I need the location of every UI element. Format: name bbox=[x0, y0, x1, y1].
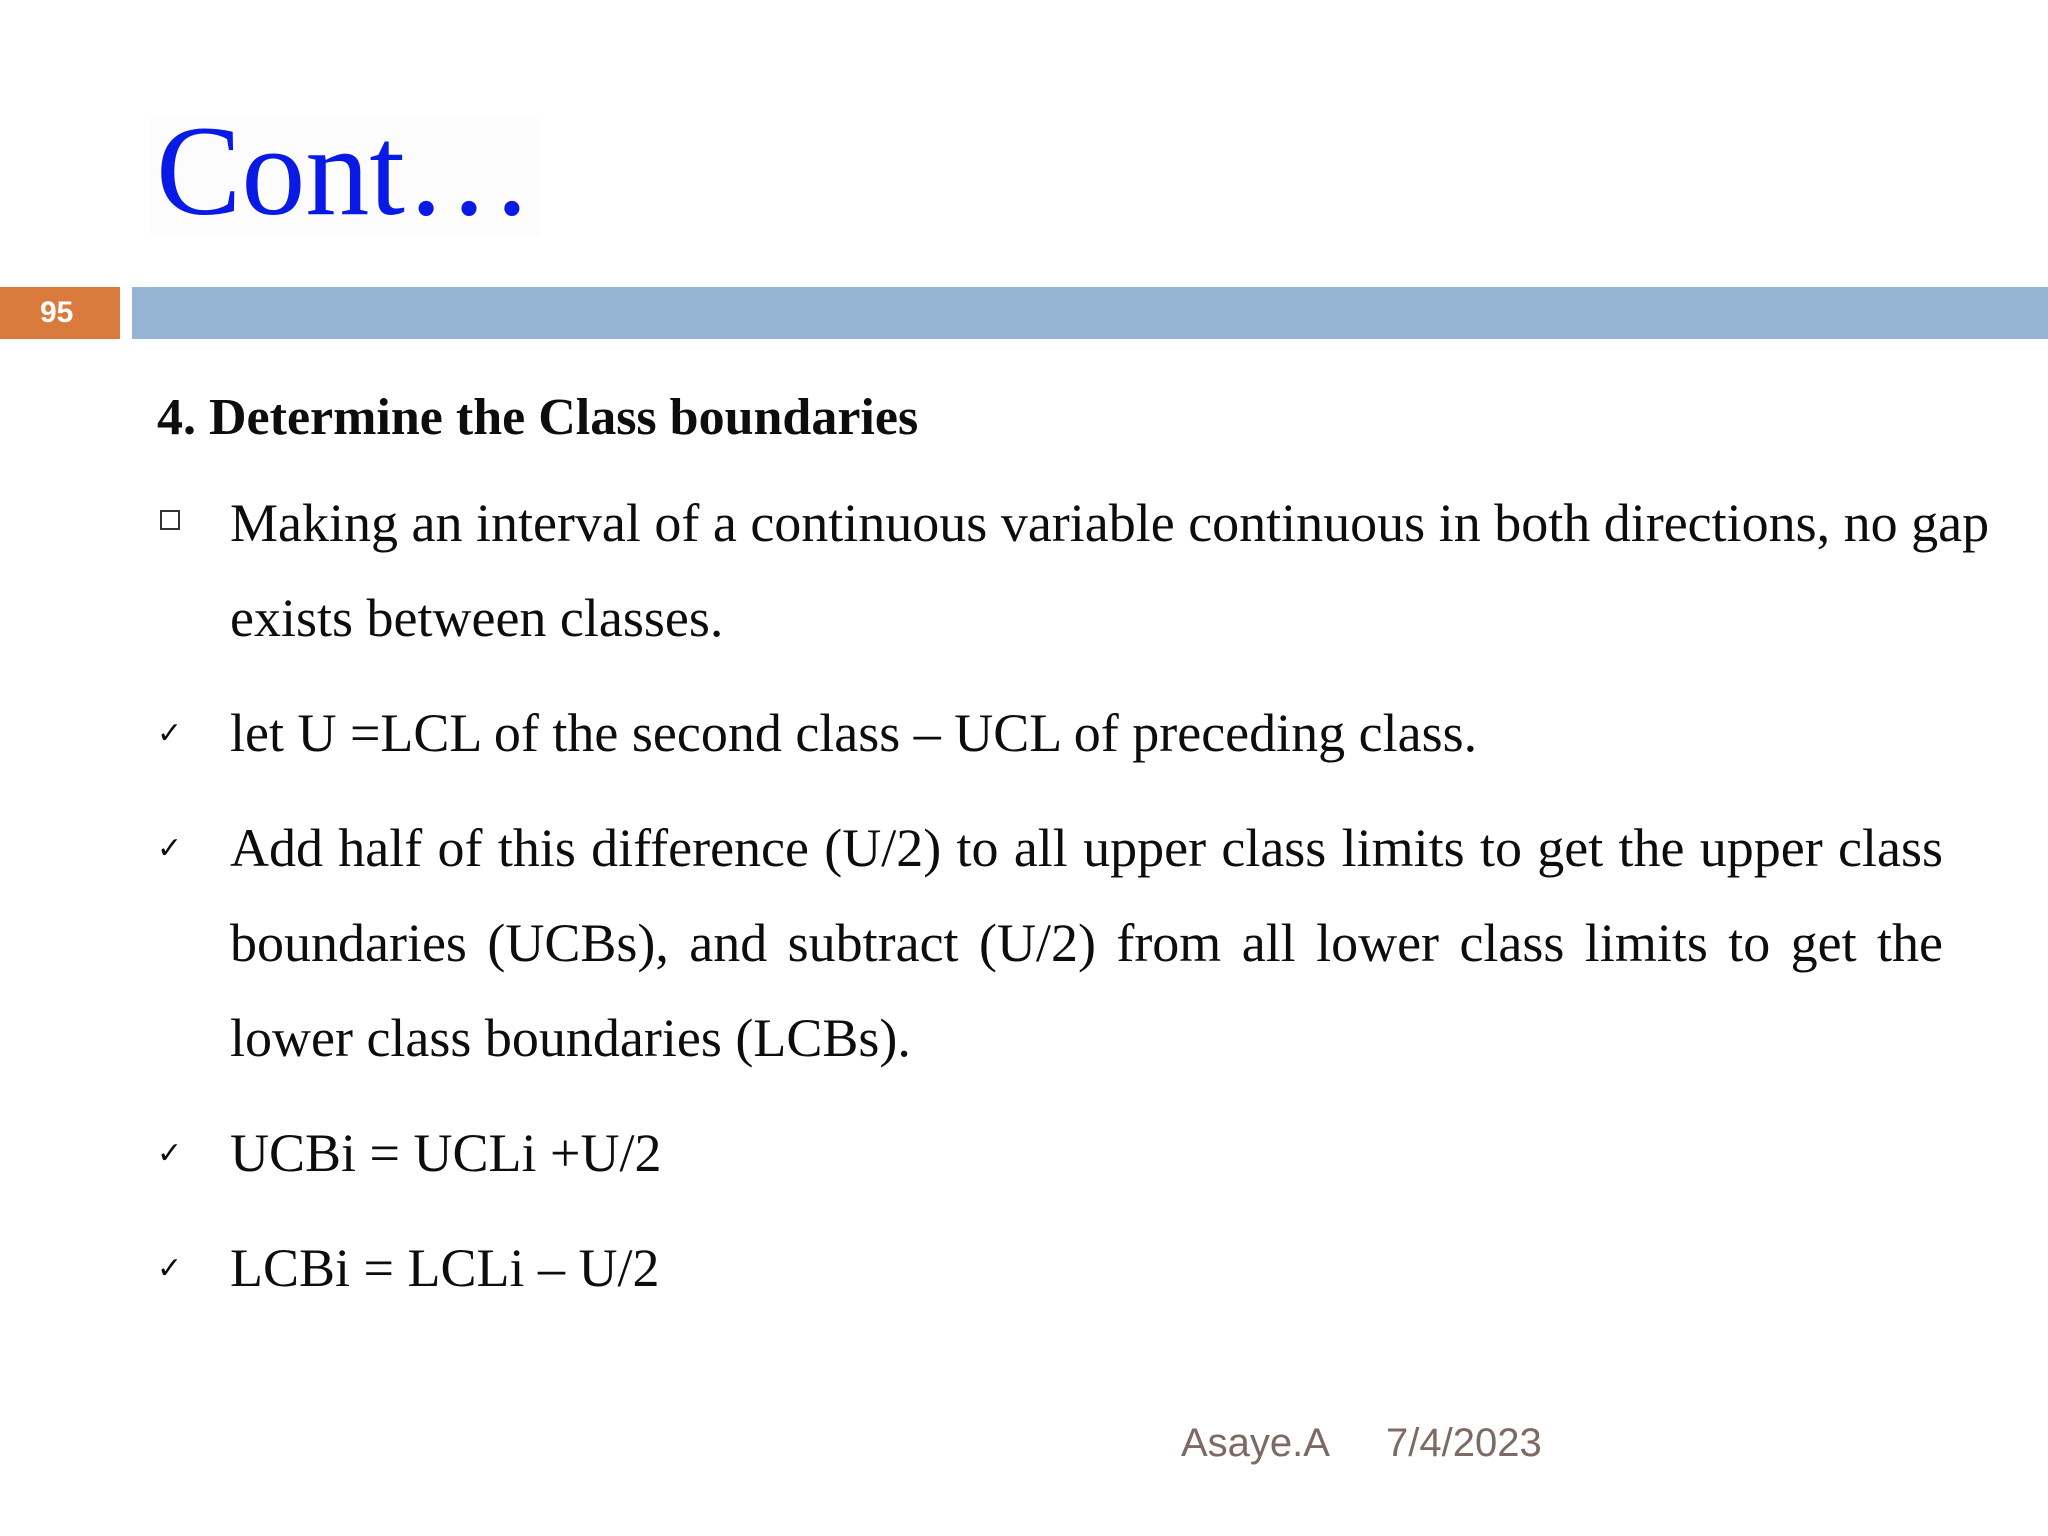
bullet-item bbox=[157, 476, 2027, 666]
slide-number: 95 bbox=[0, 287, 120, 339]
checkmark-bullet-icon: ✓ bbox=[157, 1136, 183, 1171]
bullet-item bbox=[157, 801, 1943, 1086]
bullet-text: UCBi = UCLi +U/2 bbox=[230, 1123, 662, 1183]
square-bullet-icon bbox=[160, 510, 180, 530]
checkmark-bullet-icon: ✓ bbox=[157, 831, 183, 866]
bullet-text: let U =LCL of the second class – UCL of preceding class. bbox=[230, 703, 1478, 763]
checkmark-bullet-icon: ✓ bbox=[157, 1251, 183, 1286]
header-bar bbox=[132, 287, 2048, 339]
checkmark-bullet-icon: ✓ bbox=[157, 716, 183, 751]
footer-author: Asaye.A bbox=[1181, 1421, 1330, 1465]
bullet-item bbox=[157, 1106, 2027, 1201]
bullet-text: LCBi = LCLi – U/2 bbox=[230, 1238, 660, 1298]
slide-content bbox=[157, 380, 1990, 1336]
section-heading: 4. Determine the Class boundaries bbox=[157, 389, 919, 446]
slide-title: Cont… bbox=[156, 100, 533, 242]
bullet-item bbox=[157, 1221, 2027, 1316]
bullet-item bbox=[157, 686, 2027, 781]
bullet-text: Add half of this difference (U/2) to all upper class limits to get the upper class boundaries (UCBs), and subtract (U/2) from all lower class limits to get the lower class boundaries (LCBs). bbox=[230, 818, 1943, 1068]
bullet-text: Making an interval of a continuous variable continuous in both directions, no gap exists between classes. bbox=[230, 493, 1990, 648]
footer-date: 7/4/2023 bbox=[1386, 1421, 1542, 1465]
